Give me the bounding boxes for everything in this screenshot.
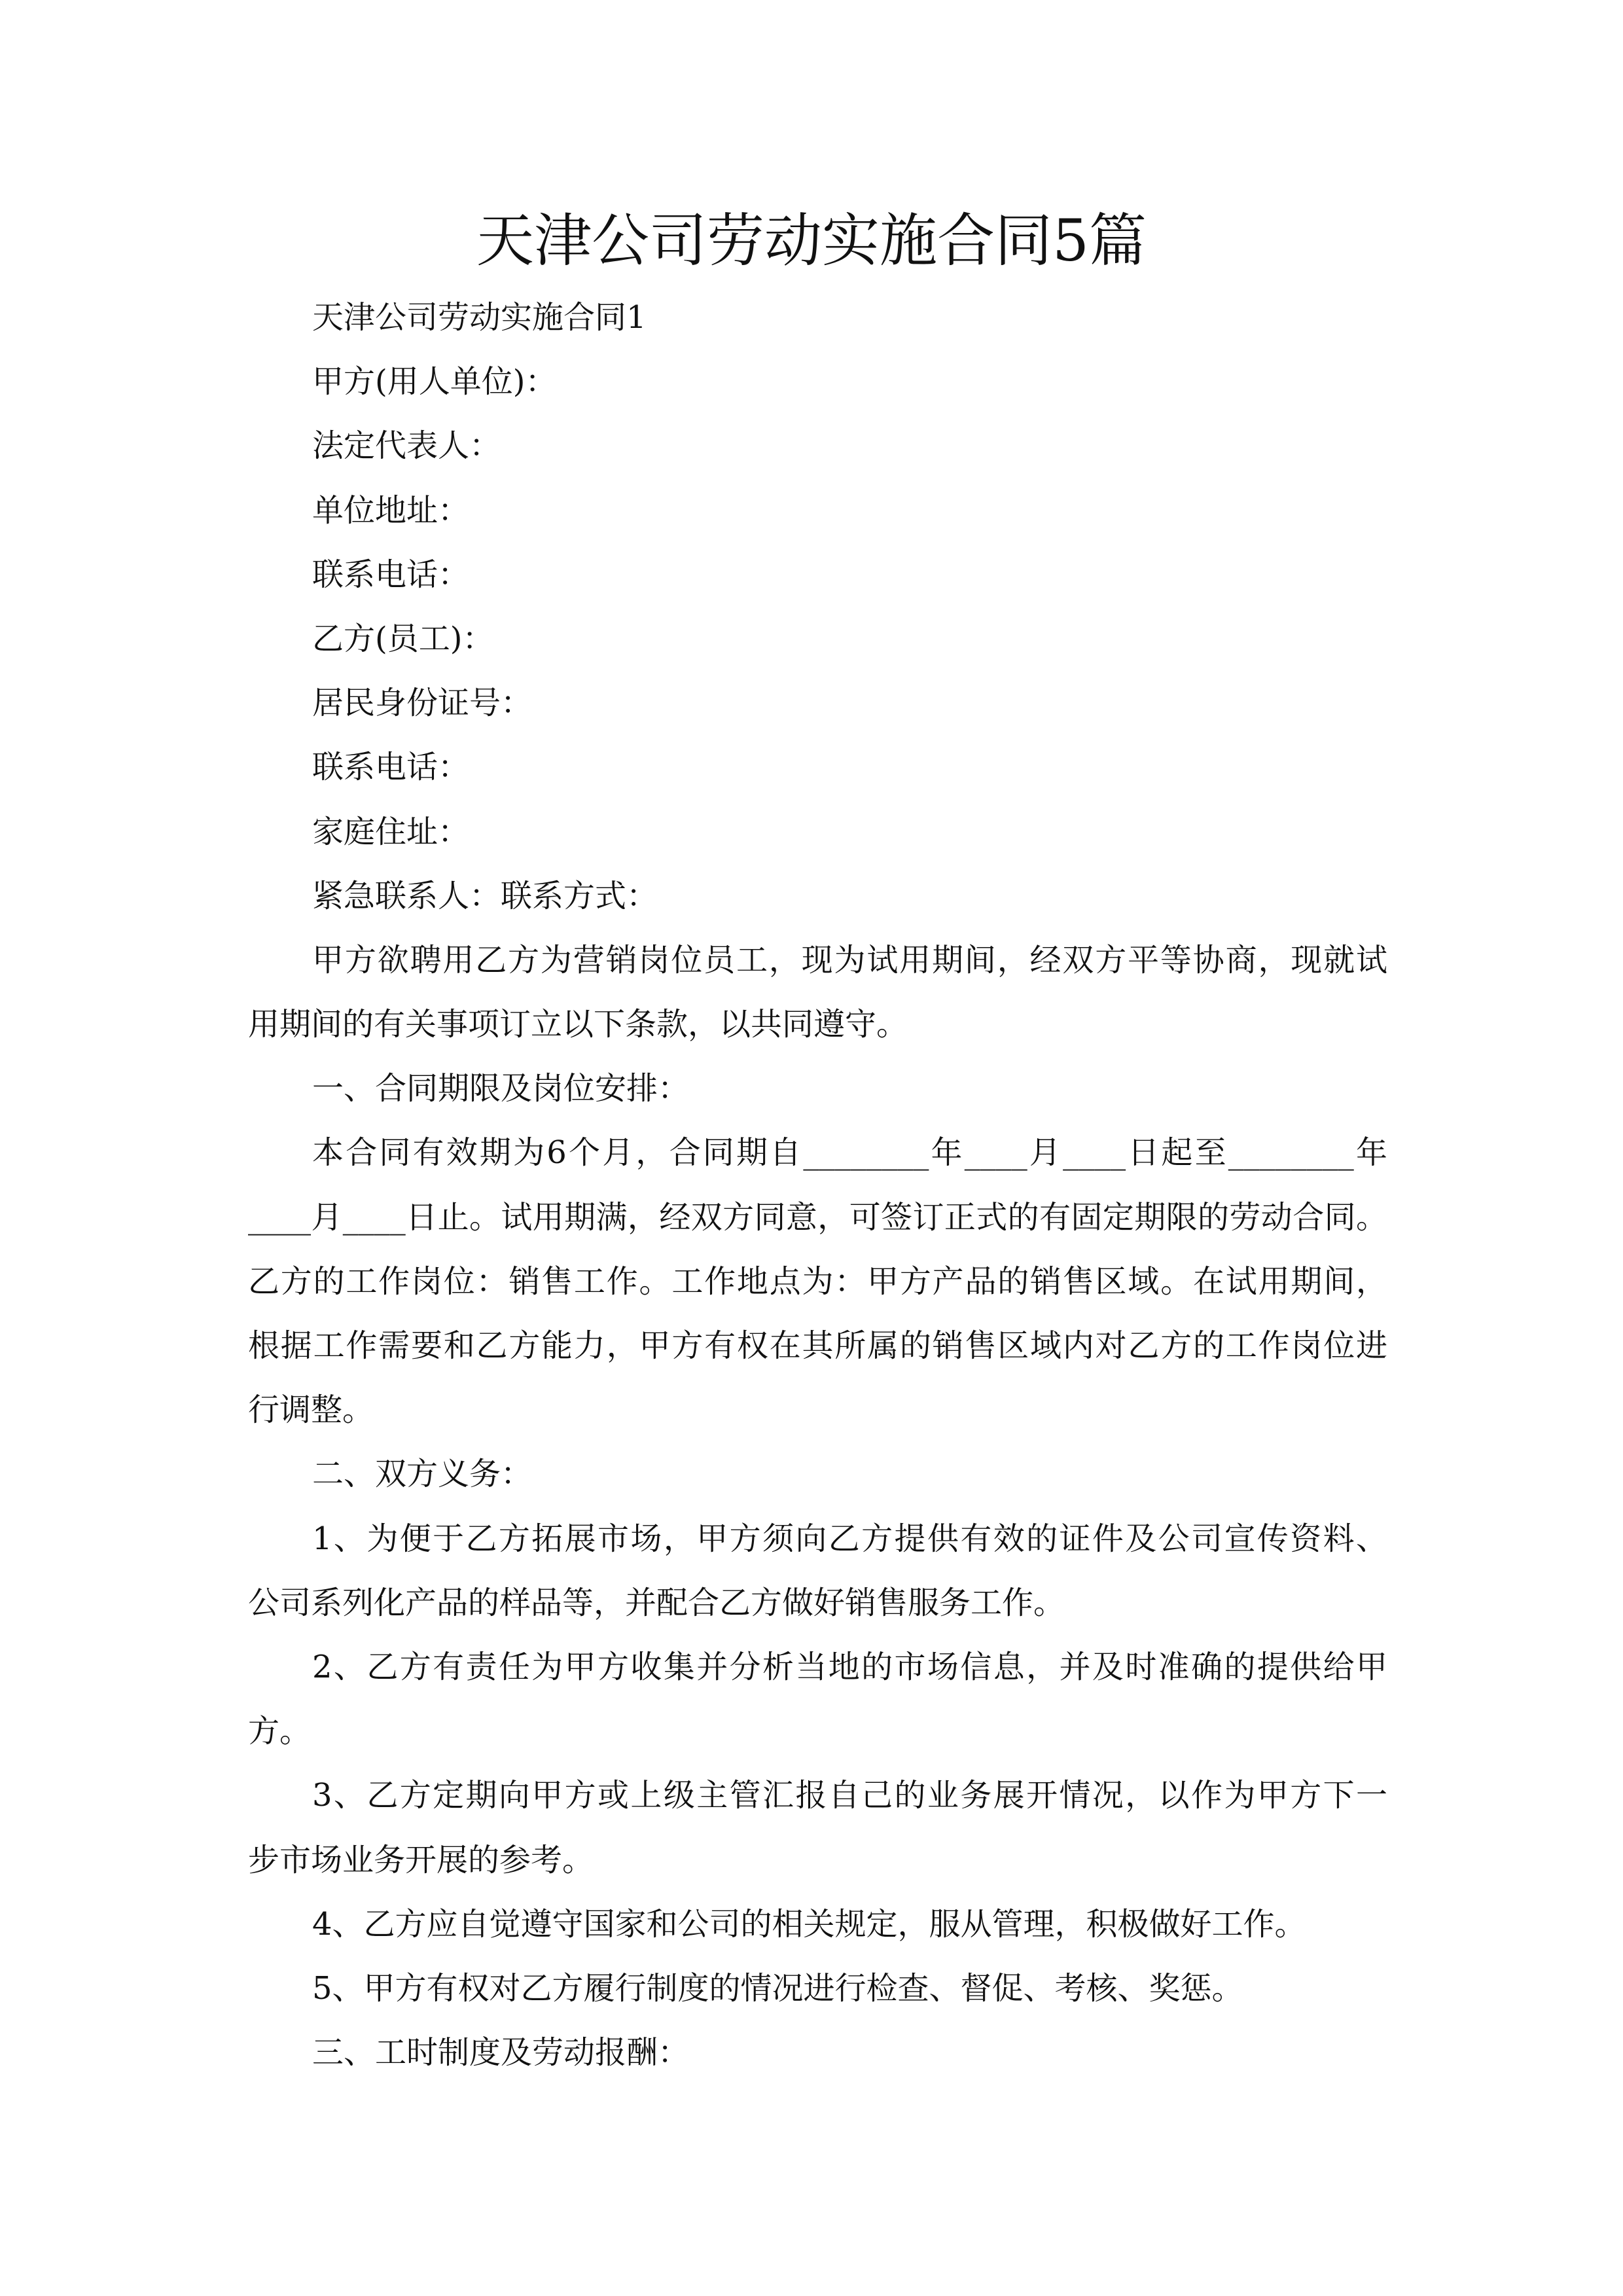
text-line: 乙方的工作岗位：销售工作。工作地点为：甲方产品的销售区域。在试用期间， [248, 1263, 1387, 1300]
text-line: 家庭住址： [312, 813, 470, 850]
text-line: 联系电话： [312, 749, 470, 786]
text-line: 法定代表人： [312, 427, 501, 465]
document-body [248, 285, 1387, 2085]
text-line: 甲方欲聘用乙方为营销岗位员工，现为试用期间，经双方平等协商，现就试 [312, 941, 1387, 978]
text-line: 方。 [248, 1713, 312, 1750]
text-line: 1、为便于乙方拓展市场，甲方须向乙方提供有效的证件及公司宣传资料、 [312, 1520, 1387, 1557]
document-title: 天津公司劳动实施合同5篇 [476, 207, 1147, 274]
text-line: 一、合同期限及岗位安排： [312, 1070, 690, 1107]
text-line: 居民身份证号： [312, 685, 533, 722]
text-line: 甲方(用人单位)： [312, 363, 557, 401]
text-line: 5、甲方有权对乙方履行制度的情况进行检查、督促、考核、奖惩。 [312, 1969, 1243, 2007]
text-line: 紧急联系人：联系方式： [312, 877, 658, 914]
text-line: 4、乙方应自觉遵守国家和公司的相关规定，服从管理，积极做好工作。 [312, 1905, 1306, 1943]
text-line: 三、工时制度及劳动报酬： [312, 2034, 690, 2072]
text-line: 3、乙方定期向甲方或上级主管汇报自己的业务展开情况，以作为甲方下一 [312, 1777, 1387, 1814]
text-line: 根据工作需要和乙方能力，甲方有权在其所属的销售区域内对乙方的工作岗位进 [248, 1327, 1387, 1364]
text-line: 单位地址： [312, 492, 470, 529]
text-line: ____月____日止。试用期满，经双方同意，可签订正式的有固定期限的劳动合同。 [248, 1198, 1387, 1236]
text-line: 步市场业务开展的参考。 [248, 1841, 594, 1878]
text-line: 天津公司劳动实施合同1 [312, 299, 647, 336]
text-line: 联系电话： [312, 556, 470, 593]
text-line: 用期间的有关事项订立以下条款，以共同遵守。 [248, 1006, 908, 1043]
text-line: 本合同有效期为6个月，合同期自________年____月____日起至________年 [312, 1134, 1387, 1172]
text-line: 行调整。 [248, 1391, 374, 1429]
text-line: 2、乙方有责任为甲方收集并分析当地的市场信息，并及时准确的提供给甲 [312, 1648, 1387, 1685]
text-line: 乙方(员工)： [312, 620, 494, 657]
text-line: 公司系列化产品的样品等，并配合乙方做好销售服务工作。 [248, 1584, 1065, 1621]
text-line: 二、双方义务： [312, 1456, 533, 1493]
